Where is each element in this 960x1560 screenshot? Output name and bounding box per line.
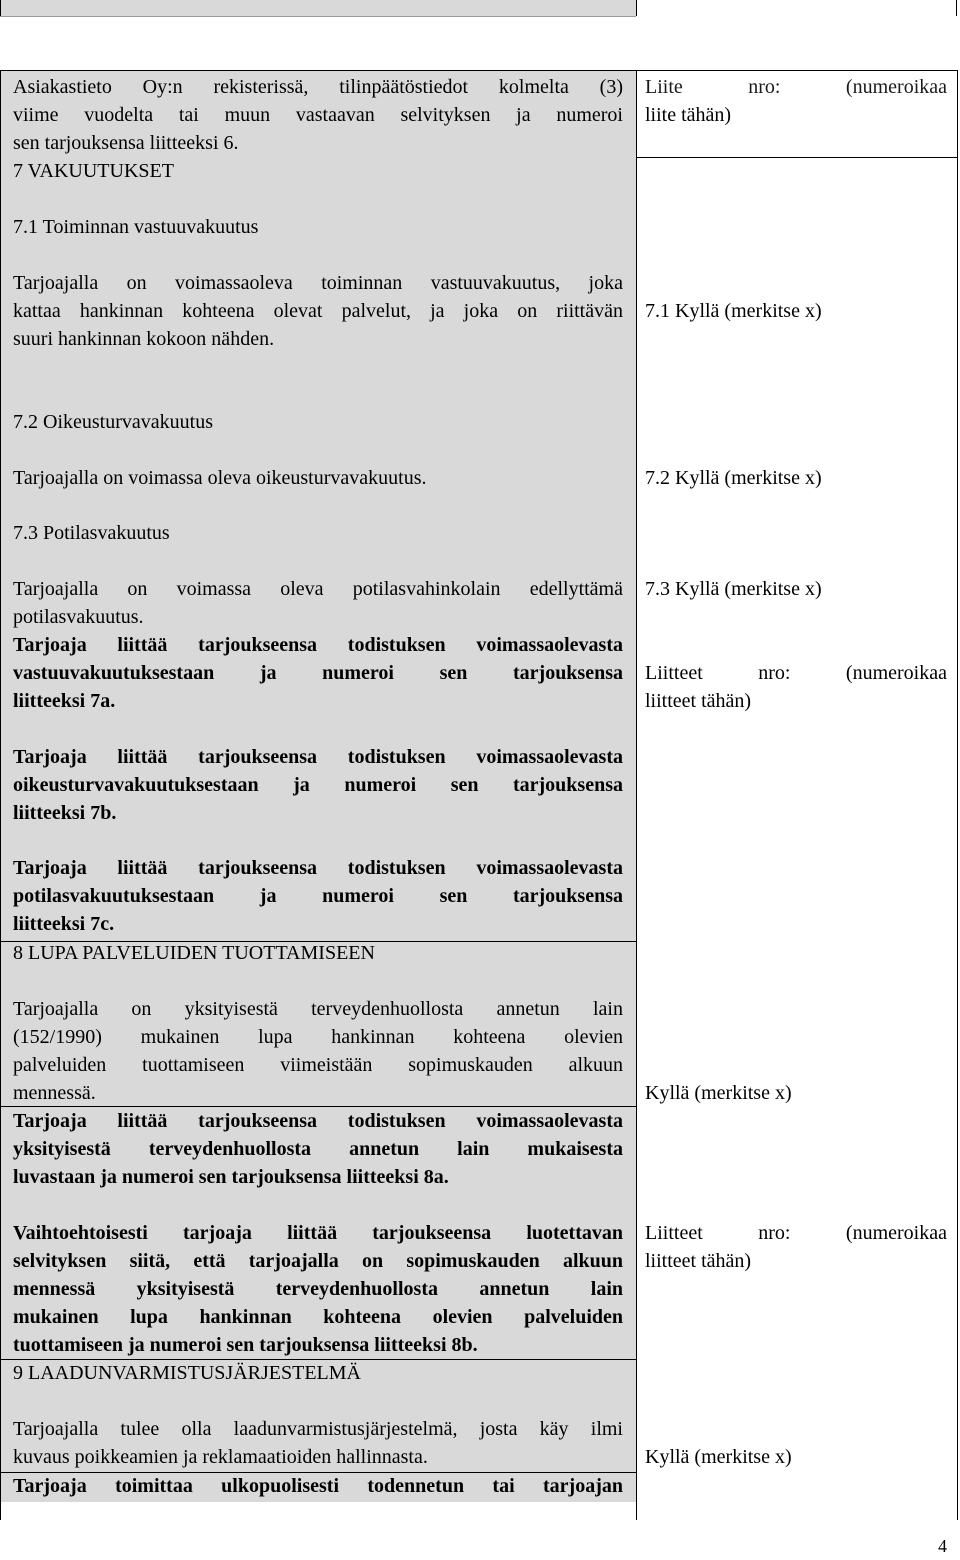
checkbox-8-yes[interactable]: Kyllä (merkitse x) [645,1082,792,1104]
attachments-7-number-field[interactable]: liitteet tähän) [645,690,752,712]
heading-7-3: 7.3 Potilasvakuutus [13,522,170,544]
paragraph-7-1-line: kattaa hankinnan kohteena olevat palvelut, ja joka on riittävän [13,300,623,322]
table-border [956,0,957,16]
attachments-8-number-field[interactable]: liitteet tähän) [645,1250,752,1272]
attachments-8-number-field[interactable]: Liitteet nro: (numeroikaa [645,1222,947,1244]
paragraph-7-1-line: Tarjoajalla on voimassaoleva toiminnan vastuuvakuutus, joka [13,272,623,294]
table-border [636,70,637,1520]
checkbox-7-3-yes[interactable]: 7.3 Kyllä (merkitse x) [645,578,822,600]
table-border [0,70,958,71]
section6-line: viime vuodelta tai muun vastaavan selvityksen ja numeroi [13,104,623,126]
requirement-8b-line: tuottamiseen ja numeroi sen tarjouksensa liitteeksi 8b. [13,1334,478,1356]
attachment-6-number-field[interactable]: liite tähän) [645,104,732,126]
requirement-8b-line: Vaihtoehtoisesti tarjoaja liittää tarjoukseensa luotettavan [13,1222,623,1244]
section-heading-8: 8 LUPA PALVELUIDEN TUOTTAMISEEN [13,942,375,964]
paragraph-7-2: Tarjoajalla on voimassa oleva oikeusturvavakuutus. [13,467,427,489]
requirement-7a-line: liitteeksi 7a. [13,690,116,712]
table-border [636,157,958,158]
attachments-7-number-field[interactable]: Liitteet nro: (numeroikaa [645,662,947,684]
requirement-7c-line: liitteeksi 7c. [13,913,115,935]
checkbox-7-1-yes[interactable]: 7.1 Kyllä (merkitse x) [645,300,822,322]
section6-line: sen tarjouksensa liitteeksi 6. [13,132,239,154]
table-border [0,0,1,16]
section-heading-9: 9 LAADUNVARMISTUSJÄRJESTELMÄ [13,1362,361,1384]
requirement-9-line: Tarjoaja toimittaa ulkopuolisesti todennetun tai tarjoajan [13,1475,623,1497]
section6-line: Asiakastieto Oy:n rekisterissä, tilinpäätöstiedot kolmelta (3) [13,76,623,98]
table-border [636,0,637,16]
requirement-7a-line: vastuuvakuutuksestaan ja numeroi sen tarjouksensa [13,662,623,684]
section-heading-7: 7 VAKUUTUKSET [13,160,174,182]
paragraph-8-line: (152/1990) mukainen lupa hankinnan kohteena olevien [13,1026,623,1048]
table-border [957,70,958,1520]
requirement-7b-line: oikeusturvavakuutuksestaan ja numeroi sen tarjouksensa [13,774,623,796]
requirement-7c-line: potilasvakuutuksestaan ja numeroi sen tarjouksensa [13,885,623,907]
requirement-8a-line: luvastaan ja numeroi sen tarjouksensa liitteeksi 8a. [13,1166,449,1188]
attachment-6-number-field[interactable]: Liite nro: (numeroikaa [645,76,947,98]
paragraph-9-line: Tarjoajalla tulee olla laadunvarmistusjärjestelmä, josta käy ilmi [13,1418,623,1440]
heading-7-2: 7.2 Oikeusturvavakuutus [13,411,213,433]
checkbox-7-2-yes[interactable]: 7.2 Kyllä (merkitse x) [645,467,822,489]
paragraph-8-line: palveluiden tuottamiseen viimeistään sopimuskauden alkuun [13,1054,623,1076]
paragraph-7-3-line: Tarjoajalla on voimassa oleva potilasvahinkolain edellyttämä [13,578,623,600]
heading-7-1: 7.1 Toiminnan vastuuvakuutus [13,216,259,238]
table-border [0,70,1,1520]
paragraph-9-line: kuvaus poikkeamien ja reklamaatioiden hallinnasta. [13,1446,428,1468]
requirement-7b-line: Tarjoaja liittää tarjoukseensa todistuksen voimassaolevasta [13,746,623,768]
paragraph-7-1-line: suuri hankinnan kokoon nähden. [13,328,275,350]
requirement-8b-line: mukainen lupa hankinnan kohteena olevien palveluiden [13,1306,623,1328]
previous-row-shading [0,0,636,16]
requirement-7b-line: liitteeksi 7b. [13,802,117,824]
requirement-8a-line: Tarjoaja liittää tarjoukseensa todistuksen voimassaolevasta [13,1110,623,1132]
page-number: 4 [938,1536,947,1556]
paragraph-7-3-line: potilasvakuutus. [13,606,144,628]
requirement-8b-line: mennessä yksityisestä terveydenhuollosta annetun lain [13,1278,623,1300]
requirement-7c-line: Tarjoaja liittää tarjoukseensa todistuksen voimassaolevasta [13,857,623,879]
requirement-7a-line: Tarjoaja liittää tarjoukseensa todistuksen voimassaolevasta [13,634,623,656]
checkbox-9-yes[interactable]: Kyllä (merkitse x) [645,1446,792,1468]
requirement-8a-line: yksityisestä terveydenhuollosta annetun lain mukaisesta [13,1138,623,1160]
requirement-8b-line: selvityksen siitä, että tarjoajalla on sopimuskauden alkuun [13,1250,623,1272]
table-border [0,16,636,17]
paragraph-8-line: mennessä. [13,1082,96,1104]
paragraph-8-line: Tarjoajalla on yksityisestä terveydenhuollosta annetun lain [13,998,623,1020]
